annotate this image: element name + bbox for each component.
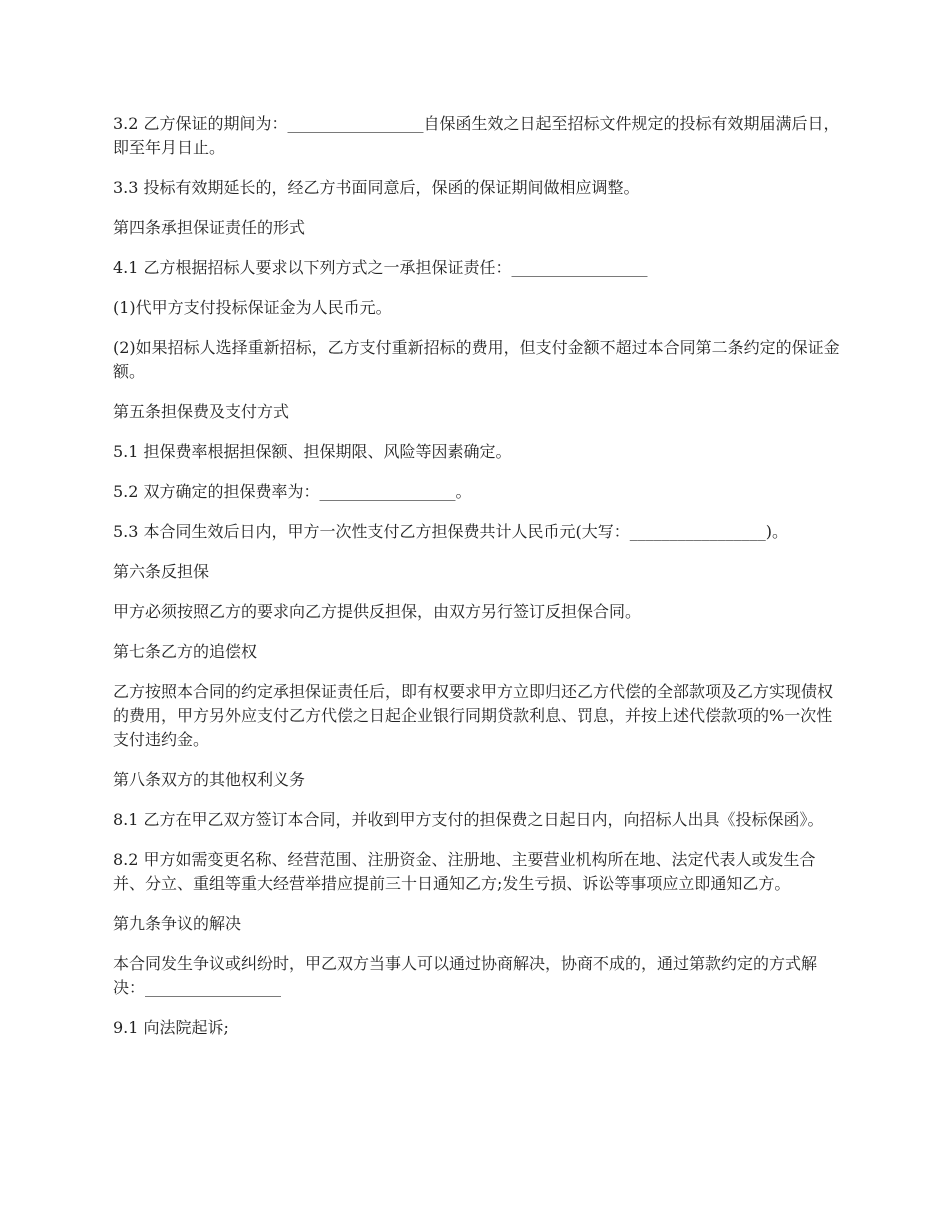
article-9-heading: 第九条争议的解决 bbox=[113, 914, 242, 933]
clause-9-1: 9.1 向法院起诉; bbox=[113, 1018, 229, 1037]
clause-3-2-guarantee-period: 3.2 乙方保证的期间为：_________________自保函生效之日起至招标文件规定的投标有效期届满后日，即至年月日止。 bbox=[113, 114, 840, 157]
article-7-heading: 第七条乙方的追偿权 bbox=[113, 642, 258, 661]
clause-3-3-period-extension: 3.3 投标有效期延长的，经乙方书面同意后，保函的保证期间做相应调整。 bbox=[113, 178, 640, 197]
document-body bbox=[113, 112, 841, 1056]
clause-5-3-fee-payment: 5.3 本合同生效后日内，甲方一次性支付乙方担保费共计人民币元(大写：_________________)。 bbox=[113, 522, 789, 541]
article-6-heading: 第六条反担保 bbox=[113, 562, 210, 581]
clause-5-1-fee-rate-basis: 5.1 担保费率根据担保额、担保期限、风险等因素确定。 bbox=[113, 442, 512, 461]
article-5-heading: 第五条担保费及支付方式 bbox=[113, 402, 290, 421]
article-8-heading: 第八条双方的其他权利义务 bbox=[113, 770, 306, 789]
clause-8-2: 8.2 甲方如需变更名称、经营范围、注册资金、注册地、主要营业机构所在地、法定代表人或发生合并、分立、重组等重大经营举措应提前三十日通知乙方;发生亏损、诉讼等事项应立即通知乙方。 bbox=[113, 850, 816, 893]
clause-4-option-1: (1)代甲方支付投标保证金为人民币元。 bbox=[113, 298, 392, 317]
clause-4-1-guarantee-method: 4.1 乙方根据招标人要求以下列方式之一承担保证责任：_________________ bbox=[113, 258, 648, 277]
article-9-body: 本合同发生争议或纠纷时，甲乙双方当事人可以通过协商解决，协商不成的，通过第款约定的方式解决：_________________ bbox=[113, 954, 818, 997]
article-4-heading: 第四条承担保证责任的形式 bbox=[113, 218, 306, 237]
clause-5-2-fee-rate: 5.2 双方确定的担保费率为：_________________。 bbox=[113, 482, 472, 501]
clause-4-option-2: (2)如果招标人选择重新招标，乙方支付重新招标的费用，但支付金额不超过本合同第二条约定的保证金额。 bbox=[113, 338, 840, 381]
clause-8-1: 8.1 乙方在甲乙双方签订本合同，并收到甲方支付的担保费之日起日内，向招标人出具《投标保函》。 bbox=[113, 810, 824, 829]
article-6-body: 甲方必须按照乙方的要求向乙方提供反担保，由双方另行签订反担保合同。 bbox=[113, 602, 642, 621]
article-7-body: 乙方按照本合同的约定承担保证责任后，即有权要求甲方立即归还乙方代偿的全部款项及乙方实现债权的费用，甲方另外应支付乙方代偿之日起企业银行同期贷款利息、罚息，并按上述代偿款项的%一次性支付违约金。 bbox=[113, 682, 834, 749]
